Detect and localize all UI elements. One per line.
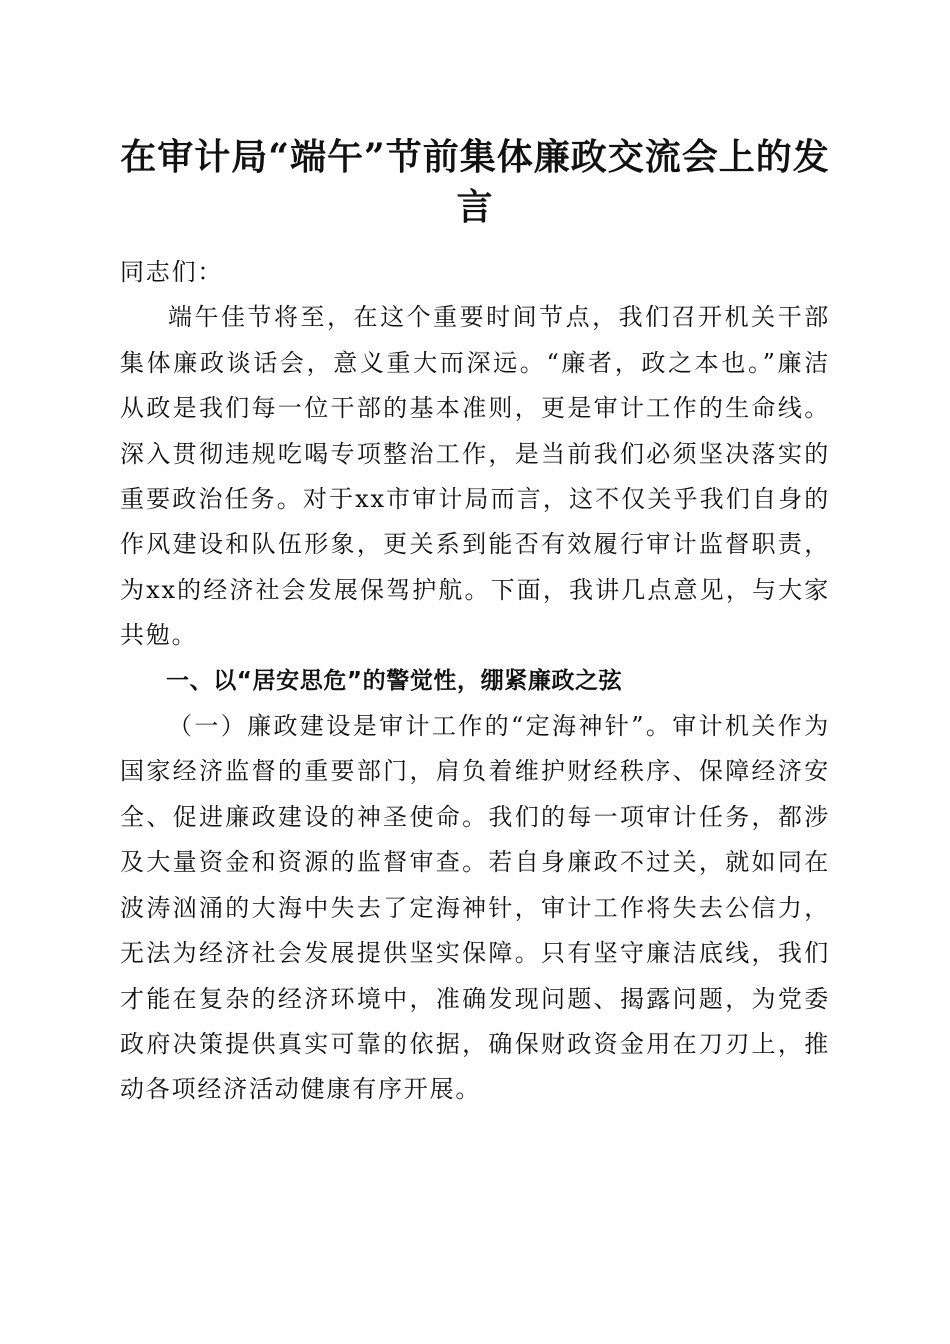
document-title: 在审计局“端午”节前集体廉政交流会上的发言 [120, 136, 830, 228]
document-body [120, 250, 830, 1113]
section-heading: 一、以“居安思危”的警觉性，绷紧廉政之弦 [166, 667, 623, 694]
section-paragraph: （一）廉政建设是审计工作的“定海神针”。审计机关作为国家经济监督的重要部门，肩负着维护财经秩序、保障经济安全、促进廉政建设的神圣使命。我们的每一项审计任务，都涉及大量资金和资源的监督审查。若自身廉政不过关，就如同在波涛汹涌的大海中失去了定海神针，审计工作将失去公信力，无法为经济社会发展提供坚实保障。只有坚守廉洁底线，我们才能在复杂的经济环境中，准确发现问题、揭露问题，为党委政府决策提供真实可靠的依据，确保财政资金用在刀刃上，推动各项经济活动健康有序开展。 [120, 712, 830, 1104]
intro-paragraph: 端午佳节将至，在这个重要时间节点，我们召开机关干部集体廉政谈话会，意义重大而深远。“廉者，政之本也。”廉洁从政是我们每一位干部的基本准则，更是审计工作的生命线。深入贯彻违规吃喝专项整治工作，是当前我们必须坚决落实的重要政治任务。对于xx市审计局而言，这不仅关乎我们自身的作风建设和队伍形象，更关系到能否有效履行审计监督职责，为xx的经济社会发展保驾护航。下面，我讲几点意见，与大家共勉。 [120, 303, 830, 650]
salutation: 同志们： [120, 258, 224, 286]
